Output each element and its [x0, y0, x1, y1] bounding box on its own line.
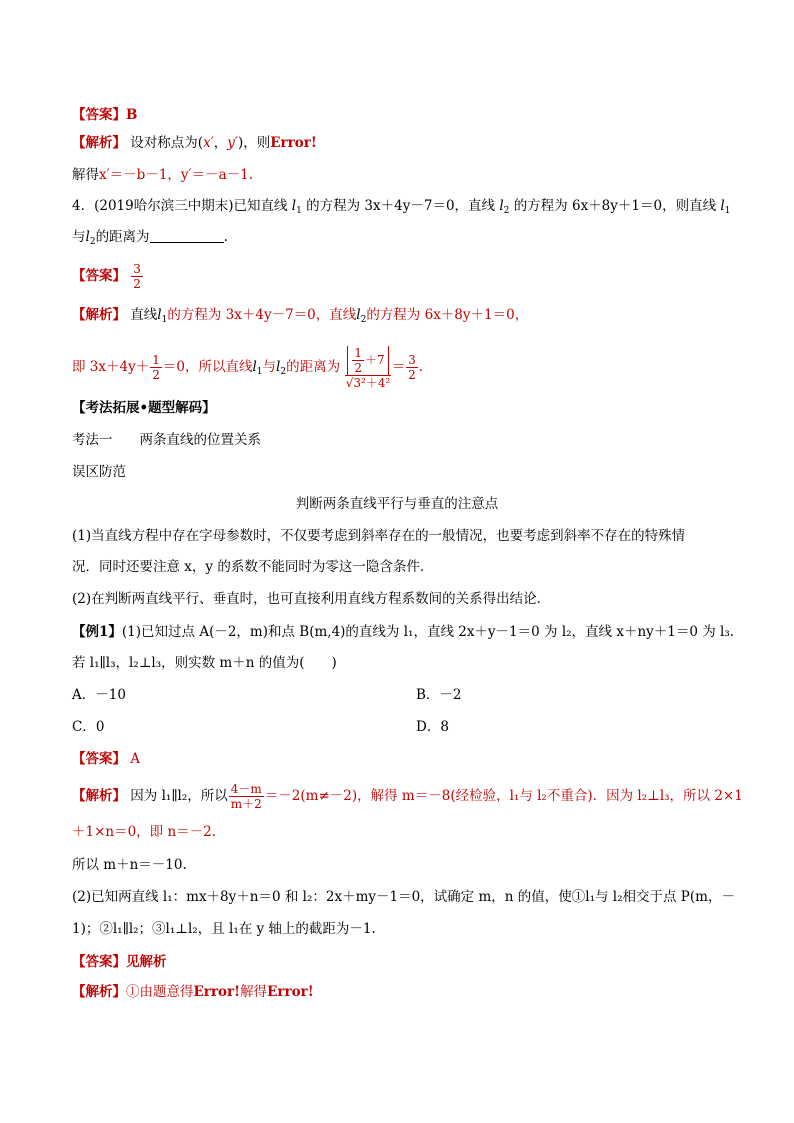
ex1-analysis-line1: [72, 778, 743, 814]
ex1-2-ana-b: 解得: [240, 984, 268, 1000]
q3-analysis-text: 设对称点为(: [130, 135, 204, 151]
q4-ana-l2: l: [356, 307, 361, 323]
sub-2b: 2: [89, 237, 96, 247]
q3-yprime: y′: [227, 135, 238, 151]
center-title: 判断两条直线平行与垂直的注意点: [295, 496, 499, 512]
ex1-frac-den: m＋2: [230, 797, 262, 811]
q4-stem-b: 的方程为 3x＋4y－7＝0，直线: [306, 198, 496, 214]
ex1-frac-num: 4－m: [230, 782, 262, 796]
q4-distance-fraction: [345, 346, 390, 390]
ex1-2-analysis-line: [72, 983, 314, 1001]
answer-tag-4: 【答案】: [72, 954, 126, 970]
q4-half-den: 2: [152, 368, 160, 382]
error-text-2: Error!: [193, 984, 241, 1000]
answer-tag-3: 【答案】: [72, 751, 126, 767]
error-text: Error!: [270, 135, 317, 151]
ex1-ana-c: ＋1×n＝0，即 n＝－2.: [72, 824, 217, 840]
q4-ana-l1: l: [157, 307, 162, 323]
sub-1: 1: [296, 206, 302, 216]
option-d: D．8: [416, 719, 449, 735]
option-c: C．0: [72, 719, 105, 735]
abs-bars: [347, 346, 388, 375]
q3-answer: B: [126, 107, 138, 123]
option-a: A．－10: [72, 687, 126, 703]
analysis-tag-3: 【解析】: [72, 788, 126, 804]
ex1-answer-line: [72, 750, 140, 768]
q4-line2-l2: l: [276, 359, 281, 375]
q3-analysis-line: [72, 134, 317, 152]
q4-stem-c: 的方程为 6x＋8y＋1＝0，则直线: [513, 198, 717, 214]
ex1-fraction: [229, 782, 264, 811]
q4-line2-a: 即 3x＋4y＋: [72, 359, 150, 375]
q3-comma: ，: [213, 135, 228, 151]
q4-ans-den: 2: [133, 277, 141, 291]
q4-stem-a: 4．(2019哈尔滨三中期末)已知直线: [72, 198, 288, 214]
q4-dist-inner-num: 1: [354, 345, 363, 360]
ex1-analysis-line3: [72, 856, 187, 874]
section-title: 【考法拓展•题型解码】: [72, 400, 216, 416]
analysis-tag-2: 【解析】: [72, 307, 126, 323]
q4-line2-d: 的距离为: [286, 359, 341, 375]
ex1-2-answer-line: [72, 953, 167, 971]
method-title: 考法一 两条直线的位置关系: [72, 432, 261, 448]
q4-dist-plus7: ＋7: [365, 352, 385, 367]
answer-tag: 【答案】: [72, 107, 126, 123]
answer-tag-2: 【答案】: [72, 268, 126, 284]
error-text-3: Error!: [267, 984, 314, 1000]
q3-xprime: x′: [203, 135, 214, 151]
q4-answer-line: [72, 262, 144, 291]
q4-analysis-line2: [72, 344, 423, 390]
q4-ana-a: 直线: [130, 307, 158, 323]
option-b: B．－2: [416, 687, 462, 703]
q3-answer-line: [72, 106, 137, 124]
q3-solve-line: [72, 166, 253, 184]
sub-1c: 1: [161, 315, 168, 325]
note1-line2: 况．同时还要注意 x，y 的系数不能同时为零这一隐含条件．: [72, 559, 434, 575]
q4-eq: ＝: [391, 359, 406, 375]
ex1-a: (1)已知过点 A(－2，m)和点 B(m,4)的直线为 l₁，直线 2x＋y－1＝0 为 l₂，直线 x＋ny＋1＝0 为 l₃.: [121, 624, 735, 640]
ex1-2-line2: 1)；②l₁∥l₂；③l₁⊥l₂，且 l₁在 y 轴上的截距为－1.: [72, 921, 376, 937]
q4-stem-f: .: [223, 229, 228, 245]
q4-ana-b: 的方程为 3x＋4y－7＝0，直线: [167, 307, 357, 323]
q4-line2-c: 与: [262, 359, 277, 375]
q4-half-num: 1: [152, 353, 160, 367]
q4-res-num: 3: [408, 353, 416, 367]
q4-dist-numerator: [345, 346, 390, 376]
q3-solve: x′＝－b－1，y′＝－a－1.: [99, 167, 254, 183]
example-tag: 【例1】: [72, 624, 122, 640]
q4-dot: .: [418, 359, 424, 375]
ex1-answer: A: [130, 751, 141, 767]
q4-analysis-line: [72, 306, 528, 329]
sub-2d: 2: [280, 367, 287, 377]
q4-half-fraction: [150, 353, 162, 382]
q4-line2-l1: l: [252, 359, 257, 375]
ex1-ana-a: 因为 l₁∥l₂，所以: [130, 788, 228, 804]
q3-solve-prefix: 解得: [72, 167, 99, 183]
ex1-line1: [72, 623, 734, 641]
q4-stem-e: 的距离为: [95, 229, 150, 245]
q4-dist-inner-den: 2: [354, 360, 363, 375]
answer-blank: [150, 229, 224, 243]
note2: (2)在判断两直线平行、垂直时，也可直接利用直线方程系数间的关系得出结论．: [72, 591, 551, 607]
sub-1b: 1: [724, 206, 731, 216]
pitfall-title: 误区防范: [72, 464, 126, 480]
q4-l2: l: [499, 198, 504, 214]
q3-close: )，则: [237, 135, 271, 151]
q4-ana-c: 的方程为 6x＋8y＋1＝0，: [366, 307, 529, 323]
q4-answer-fraction: [131, 262, 143, 291]
q4-stem-d: 与: [72, 229, 86, 245]
ex1-2-line1: (2)已知两直线 l₁：mx＋8y＋n＝0 和 l₂：2x＋my－1＝0，试确定 m，n 的值，使①l₁与 l₂相交于点 P(m，－: [72, 889, 735, 905]
q4-l1b: l: [720, 198, 725, 214]
q4-ans-num: 3: [133, 262, 141, 276]
q4-dist-den: √3²＋4²: [345, 375, 391, 390]
analysis-tag-4: 【解析】: [72, 984, 126, 1000]
q4-l1: l: [291, 198, 297, 214]
q4-stem-line2: [72, 228, 228, 251]
note1-line1: (1)当直线方程中存在字母参数时，不仅要考虑到斜率存在的一般情况，也要考虑到斜率不存在的特殊情: [72, 528, 686, 544]
q4-dist-inner-frac: [352, 346, 364, 375]
q4-result-fraction: [406, 353, 418, 382]
ex1-2-answer: 见解析: [126, 954, 167, 970]
q4-res-den: 2: [408, 368, 416, 382]
ex1-2-ana-a: ①由题意得: [126, 984, 194, 1000]
ex1-ana-d: 所以 m＋n＝－10.: [72, 857, 187, 873]
ex1-ana-b: ＝－2(m≠－2)，解得 m＝－8(经检验，l₁与 l₂不重合)．因为 l₂⊥l₃，所以 2×1: [264, 788, 743, 804]
sub-1d: 1: [256, 367, 263, 377]
q4-stem-line1: [72, 197, 730, 220]
ex1-line2: 若 l₁∥l₃，l₂⊥l₃，则实数 m＋n 的值为( ): [72, 655, 337, 671]
q4-line2-b: ＝0，所以直线: [162, 359, 253, 375]
sub-2c: 2: [360, 315, 367, 325]
q4-l2b: l: [85, 229, 90, 245]
analysis-tag: 【解析】: [72, 135, 126, 151]
ex1-analysis-line2: [72, 823, 216, 841]
sub-2: 2: [503, 206, 510, 216]
